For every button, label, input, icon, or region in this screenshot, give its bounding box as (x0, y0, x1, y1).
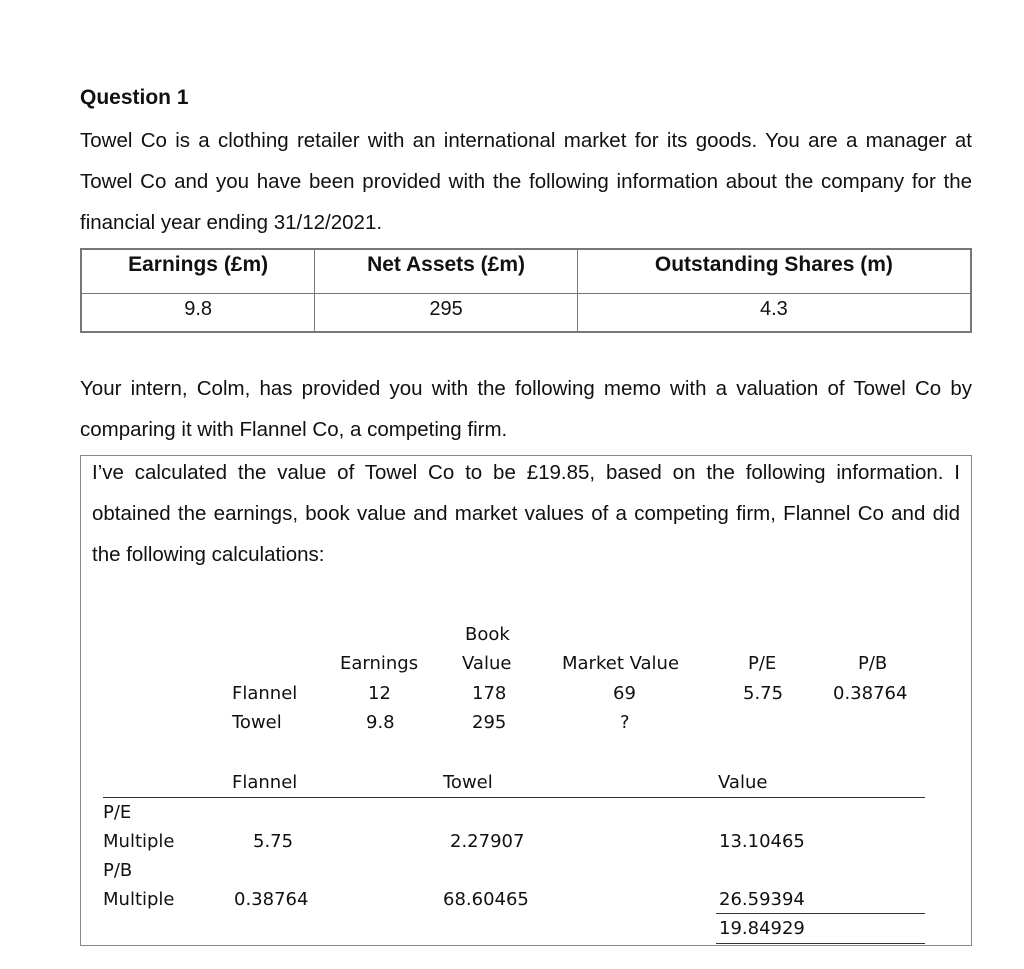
average-value: 19.84929 (719, 918, 805, 939)
total-rule-top (716, 913, 925, 914)
pb-flannel-value: 0.38764 (234, 889, 309, 910)
pe-label-line1: P/E (103, 802, 132, 823)
value-outstanding-shares: 4.3 (577, 294, 970, 332)
intro-paragraph (80, 120, 972, 243)
calc-row-flannel-name: Flannel (232, 683, 298, 704)
pe-towel-value: 2.27907 (450, 831, 525, 852)
calc-row-flannel-earnings: 12 (368, 683, 391, 704)
multiples-header-rule (103, 797, 925, 798)
header-outstanding-shares: Outstanding Shares (m) (577, 250, 970, 294)
calc-row-towel-name: Towel (232, 712, 282, 733)
calc-row-towel-earnings: 9.8 (366, 712, 395, 733)
calc-row-flannel-pe: 5.75 (743, 683, 784, 704)
calc-row-flannel-pb: 0.38764 (833, 683, 908, 704)
pb-implied-value: 26.59394 (719, 889, 805, 910)
calc-header-market-value: Market Value (562, 653, 680, 674)
value-net-assets: 295 (315, 294, 578, 332)
intern-text: Your intern, Colm, has provided you with the following memo with a valuation of Towel Co by comparing it with Flannel Co, a competing firm. (80, 377, 972, 441)
header-net-assets: Net Assets (£m) (315, 250, 578, 294)
company-info-table (80, 248, 972, 333)
calc-header-book: Book (465, 624, 510, 645)
intro-text: Towel Co is a clothing retailer with an international market for its goods. You are a manager at Towel Co and you have been provided with the following information about the company for the financial year ending 31/12/2021. (80, 129, 972, 234)
calc-row-towel-book: 295 (472, 712, 507, 733)
pe-flannel-value: 5.75 (253, 831, 294, 852)
pe-implied-value: 13.10465 (719, 831, 805, 852)
total-rule-bottom (716, 943, 925, 944)
memo-text: I’ve calculated the value of Towel Co to be £19.85, based on the following information. I obtained the earnings, book value and market values of a competing firm, Flannel Co and did the following calculations: (92, 461, 960, 566)
intern-paragraph (80, 368, 972, 450)
pb-label-line1: P/B (103, 860, 133, 881)
calc-header-value: Value (462, 653, 512, 674)
question-title: Question 1 (80, 86, 189, 109)
pb-towel-value: 68.60465 (443, 889, 529, 910)
multiples-header-flannel: Flannel (232, 772, 298, 793)
value-earnings: 9.8 (82, 294, 315, 332)
memo-paragraph (92, 452, 960, 575)
header-earnings: Earnings (£m) (82, 250, 315, 294)
pb-label-line2: Multiple (103, 889, 175, 910)
pe-label-line2: Multiple (103, 831, 175, 852)
multiples-header-towel: Towel (443, 772, 493, 793)
calc-row-flannel-book: 178 (472, 683, 507, 704)
calc-header-earnings: Earnings (340, 653, 419, 674)
calc-header-pe: P/E (748, 653, 777, 674)
calc-row-flannel-market: 69 (613, 683, 636, 704)
calc-row-towel-market: ? (620, 712, 630, 733)
multiples-header-value: Value (718, 772, 768, 793)
calc-header-pb: P/B (858, 653, 888, 674)
